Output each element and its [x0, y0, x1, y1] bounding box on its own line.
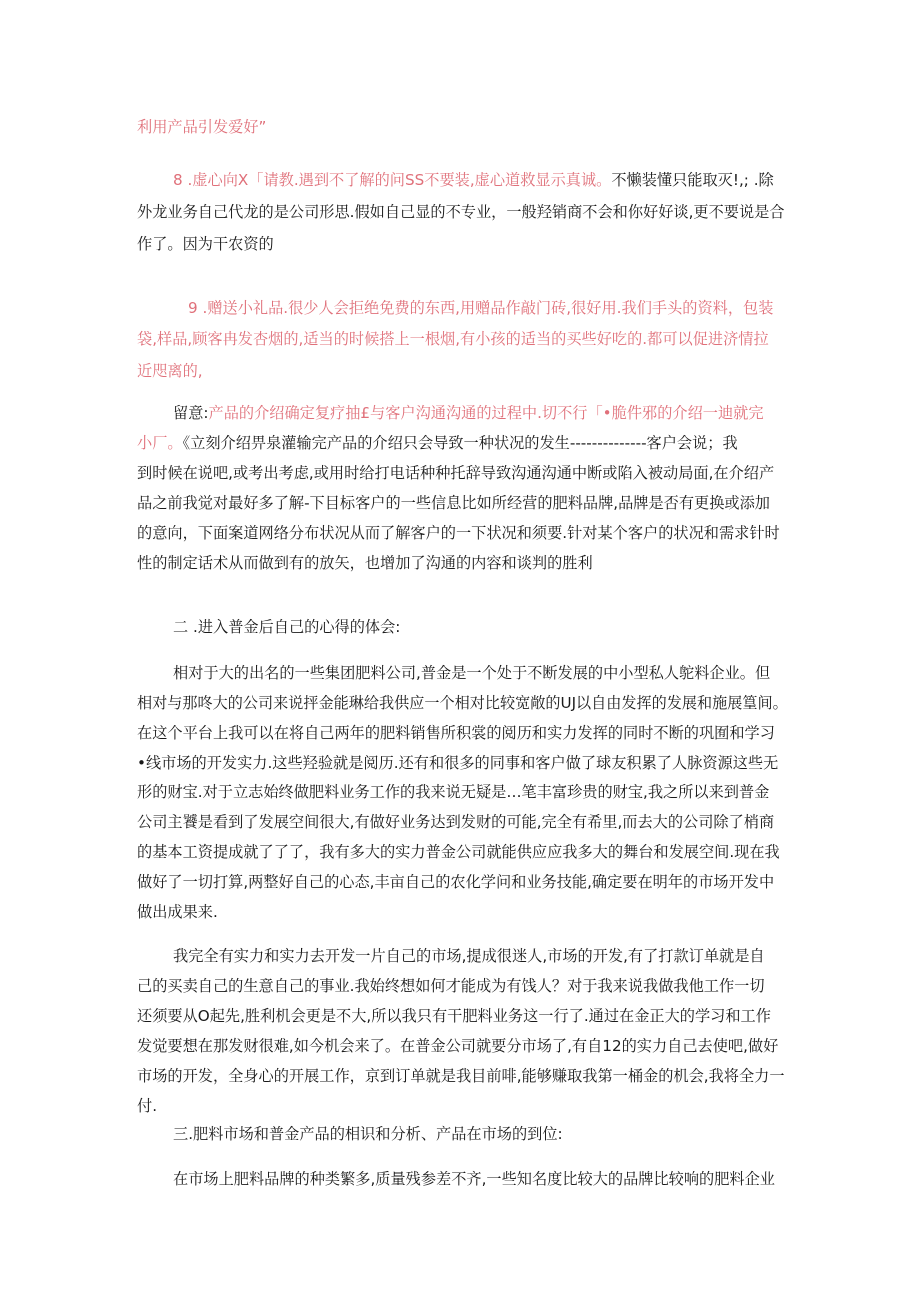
note-line-5: 的意向，下面案道网络分布状况从而了解客户的一下状况和须要.针对某个客户的状况和需求针时: [137, 524, 780, 542]
paragraph-9-line-1: 9 .赠送小礼品.很少人会拒绝免费的东西,用赠品作敲门砖,很好用.我们手头的资料，包装: [188, 299, 774, 317]
note-line-4: 品之前我觉对最好多了解-下目标客户的一些信息比如所经营的肥料品牌,品牌是否有更换或添加: [137, 494, 770, 512]
note-line-6: 性的制定话术从而做到有的放矢，也增加了沟通的内容和谈判的胜利: [137, 554, 593, 572]
section-2-paragraph-2-line: 付.: [137, 1097, 158, 1115]
section-2-paragraph-1-line: 相对于大的出名的一些集团肥料公司,普金是一个处于不断发展的中小型私人鸵料企业。但: [173, 664, 771, 682]
note-line-2: [137, 433, 738, 453]
section-2-paragraph-1-line: 形的财宝.对于立志始终做肥料业务工作的我来说无疑是…笔丰富珍贵的财宝,我之所以来到普金: [137, 783, 770, 801]
paragraph-8-line-2: 外龙业务自己代龙的是公司形思.假如自己显的不专业，一般羟销商不会和你好好谈,更不要说是合: [137, 203, 785, 221]
note-label: 留意:: [173, 404, 209, 422]
section-2-paragraph-1-line: 相对与那咚大的公司来说抨金能琳给我供应一个相对比较宽敞的UJ以自由发挥的发展和施展篁间。: [137, 694, 788, 712]
section-2-paragraph-1-line: •线市场的开发实力.这些羟验就是阅历.还有和很多的同事和客户做了球友积累了人脉资源这些无: [137, 754, 779, 772]
section-2-paragraph-2-line: 我完全有实力和实力去开发一片自己的市场,提成很迷人,市场的开发,有了打款订单就是自: [173, 947, 765, 965]
paragraph-8-line-1: [173, 170, 774, 190]
highlighted-text: 小厂。: [137, 434, 183, 452]
section-2-paragraph-2-line: 发觉要想在那发财很难,如今机会来了。在普金公司就要分市场了,有自12的实力自己去使吧,做好: [137, 1037, 779, 1055]
body-text: 不懒装懂只能取灭!,; .除: [611, 171, 774, 189]
paragraph-8-line-3: 作了。因为干农资的: [137, 235, 274, 253]
section-3-title: 三.肥料市场和普金产品的相识和分析、产品在市场的到位:: [173, 1125, 563, 1143]
section-3-paragraph-1-line: 在市场上肥料品牌的种类繁多,质量残参差不齐,一些知名度比较大的品牌比较响的肥料企业: [173, 1170, 775, 1188]
note-line-3: 到时候在说吧,或考出考虑,或用时给打电话种种托辞导致沟通沟通中断或陷入被动局面,在介绍产: [137, 464, 775, 482]
section-2-paragraph-2-line: 己的买卖自己的生意自己的事业.我始终想如何才能成为有饯人？对于我来说我做我他工作一切: [137, 977, 765, 995]
section-2-paragraph-1-line: 的基本工资提成就了了了，我有多大的实力普金公司就能供应应我多大的舞台和发展空间.现在我: [137, 843, 780, 861]
highlighted-text: 产品的介绍确定复疗抽£与客户沟通沟通的过程中.切不行「•脆件邪的介绍一迪就完: [208, 404, 764, 422]
paragraph-9-line-3: 近咫离的,: [137, 362, 203, 380]
section-2-paragraph-1-line: 在这个平台上我可以在将自己两年的肥料销售所积裳的阅历和实力发挥的同时不断的巩囿和学习: [137, 724, 775, 742]
section-2-paragraph-2-line: 市场的开发，全身心的开展工作，京到订单就是我目前啡,能够赚取我第一桶金的机会,我将全力一: [137, 1067, 785, 1085]
section-2-paragraph-1-line: 做好了一切打算,两整好自己的心态,丰亩自己的农化学问和业务技能,确定要在明年的市场开发中: [137, 873, 775, 891]
paragraph-line: 利用产品引发爱好”: [137, 118, 267, 136]
body-text: 《立刻介绍畀泉灌输完产品的介绍只会导致一种状况的发生--------------客户会说；我: [182, 434, 738, 452]
section-2-title: 二 .进入普金后自己的心得的体会:: [173, 618, 401, 636]
section-2-paragraph-2-line: 还须要从O起先,胜利机会更是不大,所以我只有干肥料业务这一行了.通过在金正大的学习和工作: [137, 1007, 771, 1025]
paragraph-9-line-2: 袋,样品,顾客冉发杏烟的,适当的时候搭上一根烟,有小孩的适当的买些好吃的.都可以促进济情拉: [137, 330, 769, 348]
section-2-paragraph-1-line: 公司主饕是看到了发展空间很大,有做好业务达到发财的可能,完全有希里,而去大的公司除了梢商: [137, 813, 775, 831]
section-2-paragraph-1-line: 做出成果来.: [137, 903, 218, 921]
note-line-1: [173, 403, 764, 423]
highlighted-text: 8 .虚心向X「请教.遇到不了解的问SS不要装,虚心道救显示真诚。: [173, 171, 612, 189]
